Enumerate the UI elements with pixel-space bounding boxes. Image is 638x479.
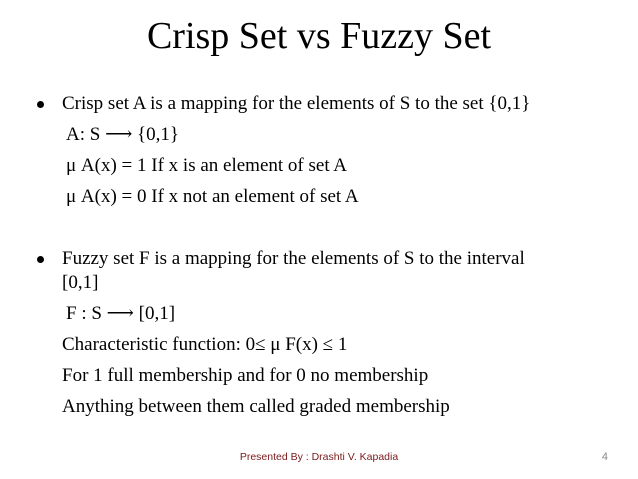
- footer-presenter: Presented By : Drashti V. Kapadia: [239, 451, 399, 463]
- page-number: 4: [601, 451, 608, 463]
- crisp-membership-zero: μ A(x) = 0 If x not an element of set A: [66, 186, 359, 207]
- fuzzy-interval-continuation: [0,1]: [62, 272, 99, 293]
- graded-membership-line: Anything between them called graded membership: [62, 396, 450, 417]
- bullet-marker: [37, 101, 44, 108]
- bullet-crisp-set: Crisp set A is a mapping for the elements of S to the set {0,1}: [62, 93, 531, 114]
- characteristic-function-line: Characteristic function: 0≤ μ F(x) ≤ 1: [62, 334, 348, 355]
- full-membership-line: For 1 full membership and for 0 no membership: [62, 365, 429, 386]
- slide-title: Crisp Set vs Fuzzy Set: [146, 15, 492, 57]
- fuzzy-mapping-line: F : S ⟶ [0,1]: [66, 303, 176, 324]
- crisp-mapping-line: A: S ⟶ {0,1}: [66, 124, 180, 145]
- bullet-marker: [37, 256, 44, 263]
- bullet-fuzzy-set: Fuzzy set F is a mapping for the elements of S to the interval: [62, 248, 525, 269]
- crisp-membership-one: μ A(x) = 1 If x is an element of set A: [66, 155, 348, 176]
